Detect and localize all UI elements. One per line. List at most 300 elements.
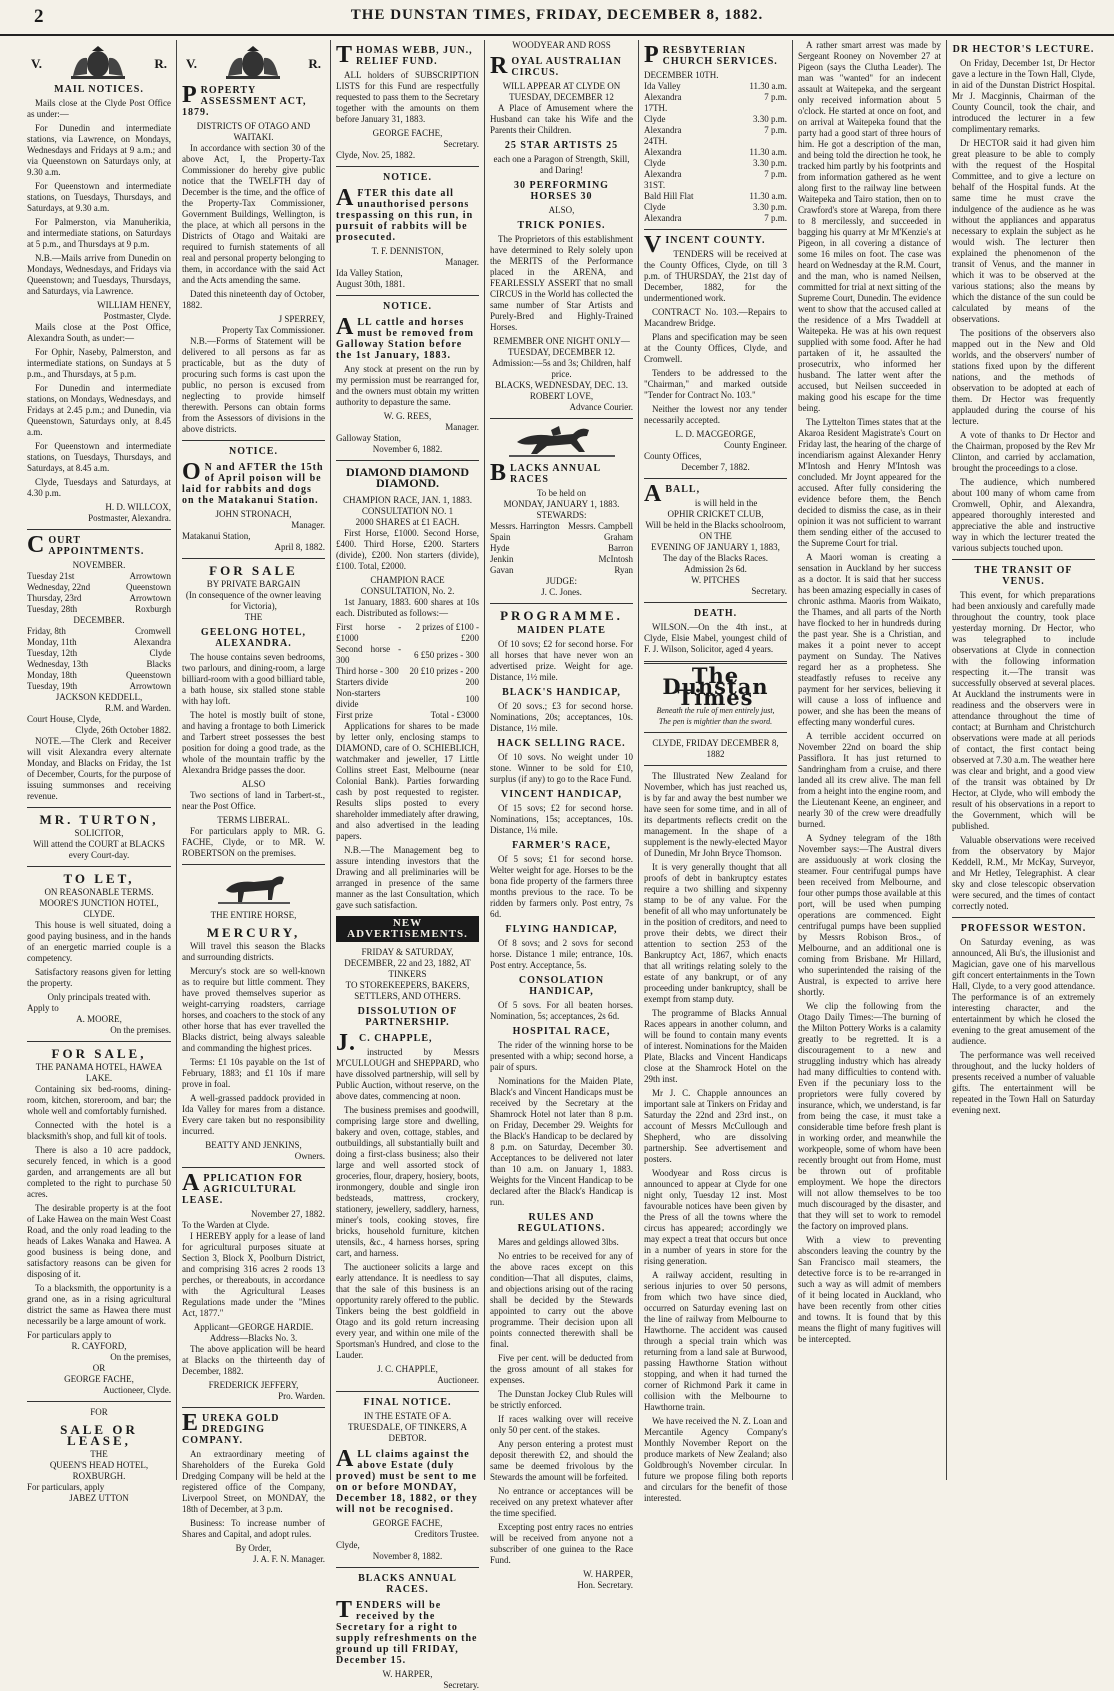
judge-heading: JUDGE: xyxy=(546,576,577,586)
court-row-cell: Thursday, 23rd xyxy=(27,593,82,603)
lease-signature: JABEZ UTTON xyxy=(69,1493,129,1503)
prize-row-cell: 200 xyxy=(465,677,479,687)
diamond-prize-table xyxy=(336,622,479,721)
twf-signature-title: Secretary. xyxy=(443,139,479,149)
court-month-nov: NOVEMBER. xyxy=(72,560,126,570)
prize-row-cell: Second horse - 300 xyxy=(336,644,402,665)
final-notice-heading: FINAL NOTICE. xyxy=(363,1397,452,1408)
death-heading: DEATH. xyxy=(693,608,738,619)
tinkers-to: TO STOREKEEPERS, BAKERS, SETTLERS, AND OTHERS. xyxy=(345,980,470,1001)
stewards-table xyxy=(490,521,633,576)
horse-p2: Mercury's stock are so well-known as to require but little comment. They have proved themselves superior as weight-carrying roadsters, carriage horses, and coachers to the stock of any other horse that has ever travelled the Blacks district, being always saleable and commanding the highest prices. xyxy=(182,966,325,1053)
service-row xyxy=(644,169,787,180)
service-row xyxy=(644,70,787,81)
tolet-place: CLYDE. xyxy=(83,909,115,919)
tolet-p2: Satisfactory reasons given for letting the property. xyxy=(27,967,171,988)
transit-p1: This event, for which preparations had been anxiously and carefully made throughout the country, took place yesterday morning. Dr Hector, who was telegraphed to include observations at Clyde in connection with the following information respecting it.—The transit was successfully observed at several places. At Auckland the instruments were in readiness and the observers were in attendance throughout the time of contact; at Burnham and Christchurch observations were made at all periods of contact, the first contact being observed at 7.30 a.m. The weather here was clear and bright, and a good view of the transit was obtained by Dr Hector, at Clyde, who will embody the result of his observations in a report to the Government, which will be published. xyxy=(952,590,1095,831)
court-row-cell: Arrowtown xyxy=(129,571,171,581)
alex-signature: H. D. WILLCOX, xyxy=(105,502,171,512)
vincent-p5: Neither the lowest nor any tender necessarily accepted. xyxy=(644,404,787,425)
turton-text-2: every Court-day. xyxy=(68,850,130,860)
steward-row xyxy=(490,554,633,565)
estate-date: November 8, 1882. xyxy=(372,1551,443,1561)
service-row xyxy=(644,191,787,202)
sale-p2: Connected with the hotel is a blacksmith's shop, and full kit of tools. xyxy=(27,1120,171,1141)
prize-row xyxy=(336,710,479,721)
masthead xyxy=(0,0,1114,36)
circus-blacks: BLACKS, WEDNESDAY, DEC. 13. xyxy=(494,380,629,390)
weston-heading: PROFESSOR WESTON. xyxy=(960,923,1087,934)
horse-p3: Terms: £1 10s payable on the 1st of February, 1883; and £1 10s if mare prove in foal. xyxy=(182,1057,325,1089)
paper-motto-1: Beneath the rule of men entirely just, xyxy=(656,706,775,715)
service-row-cell: 31ST. xyxy=(644,180,666,190)
steward-row xyxy=(490,543,633,554)
circus-p4: The Proprietors of this establishment have determined to Rely solely upon the MERITS of the Performance placed in the ARENA, and FEARLESSLY ASSERT that no small CIRCUS in the World has collected the same number of Star Artists and Purely-Bred and Highly-Trained Horses. xyxy=(490,234,633,332)
race4-heading: VINCENT HANDICAP, xyxy=(501,789,622,800)
circus-remember: REMEMBER ONE NIGHT ONLY—TUESDAY, DECEMBER 12. xyxy=(493,336,630,357)
notice2-date: November 6, 1882. xyxy=(372,444,443,454)
rules-p7: No entrance or acceptances will be received on any pretext whatever after the time specified. xyxy=(490,1486,633,1518)
ball-p1: is will held in the xyxy=(694,498,758,508)
divider xyxy=(182,864,325,865)
race7-heading: CONSOLATION HANDICAP, xyxy=(518,975,605,997)
editorial-p4: Mr J. C. Chapple announces an important sale at Tinkers on Friday and Saturday the 22nd and 23rd inst., on account of Messrs McCullough and Shepherd, who are dissolving partnership. See advertisement and posters. xyxy=(644,1088,787,1164)
rules-p2: No entries to be received for any of the above races except on this condition—That all disputes, claims, and objections arising out of the racing shall be decided by the Stewards appointed to carry out the above programme. Their decision upon all points connected therewith shall be final. xyxy=(490,1251,633,1349)
racehorse-icon xyxy=(507,424,617,458)
editorial-p6: A railway accident, resulting in serious injuries to over 50 persons, from which two have since died, occurred on Saturday evening last on the line of railway from Melbourne to Hawthorne. The accident was caused through a special train which was returning from a land sale at Burwood, passing Hawthorne Station without stopping, and when it had turned the corner of Richmond Park it came in collision with the Melbourne to Hawthorne train. xyxy=(644,1270,787,1412)
notice-date: April 8, 1882. xyxy=(274,542,325,552)
news-p6: We clip the following from the Otago Daily Times:—The burning of the Milton Pottery Works is a calamity greatly to be regretted. It is a discouragement to a new and struggling industry which has already had many difficulties to contend with. Even if the pecuniary loss to the proprietors were fully covered by insurance, which, we understand, is far from being the case, it must take a considerable time before fresh plant is in working order, and meanwhile the workpeople, some of whom have been recently brought out from Home, must be thrown out of profitable employment. We hope the directors will not allow themselves to be too much discouraged by the disaster, and that they will set to work to remodel the factory on improved plans. xyxy=(798,1001,941,1231)
horse-p4: A well-grassed paddock provided in Ida Valley for mares from a distance. Every care taken but no responsibility incurred. xyxy=(182,1093,325,1136)
court-row xyxy=(27,670,171,681)
court-table-dec xyxy=(27,626,171,692)
forsale-p2: The hotel is mostly built of stone, and having a frontage to both Limerick and Tarbert street possesses the best position for doing a good trade, as the whole of the mountain traffic by the Alexandra Bridge passes the door. xyxy=(182,710,325,775)
property-p1: In accordance with section 30 of the above Act, I, the Property-Tax Commissioner do hereby give public notice that the TWELFTH day of December is the time, and the office of the Property-Tax Commissioner, Government Buildings, Wellington, is the place, at which all persons in the Districts of Otago and Waitaki are required to furnish statements of all real and personal property belonging to them, in accordance with the said Act and the Acts amending the same. xyxy=(182,143,325,285)
service-row-cell: Alexandra xyxy=(644,147,682,157)
lease-name: QUEEN'S HEAD HOTEL, ROXBURGH. xyxy=(49,1460,149,1481)
lease-for: FOR xyxy=(90,1407,108,1417)
chapple-p1: instructed by Messrs M'CULLOUGH and SHEPPARD, who have dissolved partnership, will sell by Public Auction, without reserve, on the above dates, commencing at noon. xyxy=(336,1047,479,1101)
ball-on: ON THE xyxy=(699,531,732,541)
race8-text: The rider of the winning horse to be presented with a whip; second horse, a pair of spurs. xyxy=(490,1040,633,1072)
prize-row xyxy=(336,677,479,688)
steward-row-cell: Jenkin xyxy=(490,554,514,564)
vincent-date: December 7, 1882. xyxy=(681,462,750,472)
mail-signature: WILLIAM HENEY, xyxy=(97,300,171,310)
steward-row-cell: Spain xyxy=(490,532,511,542)
court-row xyxy=(27,659,171,670)
divider xyxy=(27,1401,171,1402)
mail-p3: For Queenstown and intermediate stations, on Tuesdays, Thursdays, and Saturdays, at 9.30 a.m. xyxy=(27,181,171,213)
ag-applicant: Applicant—GEORGE HARDIE. xyxy=(193,1322,314,1332)
horse-icon xyxy=(214,870,294,906)
tolet-signature: A. MOORE, xyxy=(76,1014,122,1024)
race4-text: Of 15 sovs; £2 for second horse. Nominations, 15s; acceptances, 10s. Distance, 1¼ mile. xyxy=(490,803,633,835)
chapple-p3: The auctioneer solicits a large and early attendance. It is needless to say that the sale of this business is an opportunity rarely offered to the public. Tinkers being the best goldfield in Otago and its gold return increasing every year, and within one mile of the Sportsman's Hundred, and close to the Lauder. xyxy=(336,1262,479,1360)
column-6 xyxy=(792,40,946,1480)
sale-p6: For particulars apply to xyxy=(27,1330,112,1340)
notice1-heading: NOTICE. xyxy=(383,172,432,183)
ball-admission: Admission 2s 6d. xyxy=(684,564,747,574)
prize-row-cell: First prize xyxy=(336,710,373,720)
service-row-cell: 11.30 a.m. xyxy=(749,81,787,91)
judge-name: J. C. Jones. xyxy=(541,587,582,597)
diamond-sub2: CHAMPION RACE CONSULTATION, No. 2. xyxy=(360,575,455,596)
editorial-p5: Woodyear and Ross circus is announced to appear at Clyde for one night only, Tuesday 12 inst. Most favourable notices have been given by the Press of all the towns where the circus has appeared; accordingly we may expect a treat that occurs but once in a number of years in store for the rising generation. xyxy=(644,1168,787,1266)
prize-row-cell: 6 £50 prizes - 300 xyxy=(414,649,479,660)
divider xyxy=(644,229,787,230)
sale-signature-2: On the premises, xyxy=(110,1352,171,1362)
sale-p3: There is also a 10 acre paddock, securely fenced, in which is a good garden, and arrangements are all but completed to the right to purchase 50 acres. xyxy=(27,1145,171,1199)
diamond-nb: N.B.—The Management beg to assure intending investors that the Drawing and all preliminaries will be arranged in presence of the same manner as the last Consultation, which gave such satisfaction. xyxy=(336,845,479,910)
page-title: THE DUNSTAN TIMES, FRIDAY, DECEMBER 8, 1882. xyxy=(350,7,764,23)
paper-motto-2: The pen is mightier than the sword. xyxy=(658,717,773,726)
lecture-p4: A vote of thanks to Dr Hector and the Chairman, proposed by the Rev Mr Clinton, and carried by acclamation, brought the proceedings to a close. xyxy=(952,430,1095,473)
court-row-cell: Wednesday, 13th xyxy=(27,659,89,669)
divider xyxy=(336,460,479,461)
tolet-apply: Apply to xyxy=(27,1003,59,1013)
editorial-p7: We have received the N. Z. Loan and Mercantile Agency Company's Monthly November Report on the produce markets of New Zealand; also Goldbrough's November circular. In future we propose filing both reports and circulars for the benefit of those interested. xyxy=(644,1416,787,1503)
service-row xyxy=(644,125,787,136)
diamond-p3: Applications for shares to be made by letter only, enclosing stamps to DIAMOND, care of O. SCHIEBLICH, watchmaker and jeweller, 17 Little Collins street East, Melbourne (near Colonial Bank). Parties forwarding cash by post requested to register. Results slips posted to every shareholder immediately after drawing, and also advertised in the leading papers. xyxy=(336,721,479,841)
court-row-cell: Tuesday 21st xyxy=(27,571,75,581)
news-p7: With a view to preventing absconders leaving the country by the San Francisco mail steamers, the detective force is to be re-arranged in such a way as will admit of members of it being located in Auckland, who have been recently from other cities and towns. It is found that by this means the flight of many fugitives will be intercepted. xyxy=(798,1235,941,1344)
news-p5: A Sydney telegram of the 18th November says:—The Austral divers are assiduously at work closing the steamer. Four centrifugal pumps have been received from Melbourne, and four other pumps those available at this port, will be used when pumping operations are commenced. Eight centrifugal pumps have been supplied by Messrs Robison Bros., of Melbourne, and an additional one is coming from Brisbane. Mr Hillard, who superintended the raising of the Austral, is expected to arrive here shortly. xyxy=(798,833,941,997)
vincent-p4: Tenders to be addressed to the "Chairman," and marked outside "Tender for Contract No. 103." xyxy=(644,368,787,400)
notice2-heading: NOTICE. xyxy=(383,301,432,312)
service-row-cell: 7 p.m. xyxy=(764,125,787,135)
service-row-cell: 11.30 a.m. xyxy=(749,147,787,157)
court-row-cell: Tuesday, 12th xyxy=(27,648,78,658)
lecture-heading: DR HECTOR'S LECTURE. xyxy=(952,44,1095,55)
turton-sub: SOLICITOR, xyxy=(74,828,124,838)
prize-row-cell: 100 xyxy=(465,693,479,704)
circus-ponies: TRICK PONIES. xyxy=(517,220,606,231)
notice2-p2: Any stock at present on the run by my permission must be rearranged for, and the owners must obtain my written authority to depasture the same. xyxy=(336,364,479,407)
divider xyxy=(952,559,1095,560)
forsale-sub: BY PRIVATE BARGAIN xyxy=(206,579,301,589)
races-p2: Nominations for the Maiden Plate, Black's and Vincent Handicaps must be received by the Secretary at the Shamrock Hotel not later than 8 p.m. on Friday, December 29. Weights for the Black's Handicap to be declared by 8 p.m. on Saturday, December 30. Acceptances to be delivered not later than 10 a.m. on January 1, 1883. Weights for the Vincent Handicap to be declared after the Black's Handicap is run. xyxy=(490,1076,633,1207)
column-1 xyxy=(22,40,176,1503)
prize-row-cell: Starters divide xyxy=(336,677,389,687)
forsale-terms: TERMS LIBERAL. xyxy=(217,815,290,825)
notice2-place: Galloway Station, xyxy=(336,433,401,443)
notice1-place: Ida Valley Station, xyxy=(336,268,403,278)
diamond-heading: DIAMOND DIAMOND DIAMOND. xyxy=(346,465,469,490)
race3-heading: HACK SELLING RACE. xyxy=(497,738,626,749)
notice2-signature: W. G. REES, xyxy=(383,411,432,421)
service-row-cell: 3.30 p.m. xyxy=(752,202,787,212)
divider xyxy=(27,529,171,530)
twf-date: Clyde, Nov. 25, 1882. xyxy=(336,150,416,160)
divider xyxy=(336,1391,479,1392)
new-advertisements-banner: NEW ADVERTISEMENTS. xyxy=(336,916,479,942)
tolet-p3: Only principals treated with. xyxy=(47,992,151,1002)
court-row-cell: Monday, 11th xyxy=(27,637,77,647)
forsale-p1: The house contains seven bedrooms, two parlours, and dining-room, a large billiard-room with a good billiard table, a bath house, six stalled stone stable with hay loft. xyxy=(182,652,325,706)
service-row xyxy=(644,136,787,147)
circus-heading: ROYAL AUSTRALIAN CIRCUS. xyxy=(490,53,622,79)
service-row-cell xyxy=(739,180,787,191)
steward-row xyxy=(490,565,633,576)
rules-p4: The Dunstan Jockey Club Rules will be strictly enforced. xyxy=(490,1389,633,1410)
rules-p8: Excepting post entry races no entries will be received from anyone not a subscriber of one guinea to the Race Fund. xyxy=(490,1522,633,1565)
divider xyxy=(27,807,171,808)
service-row-cell: 17TH. xyxy=(644,103,668,113)
sale-signature-4: Auctioneer, Clyde. xyxy=(103,1385,171,1395)
circus-also: ALSO, xyxy=(548,205,575,215)
sale-signature-1: R. CAYFORD, xyxy=(71,1341,127,1351)
vincent-p1: TENDERS will be received at the County Offices, Clyde, on till 3 p.m. of THURSDAY, the 21st day of December, 1882, for the undermentioned work. xyxy=(644,249,787,303)
court-row xyxy=(27,637,171,648)
ball-date: EVENING OF JANUARY 1, 1883, xyxy=(651,542,780,552)
race2-text: Of 20 sovs.; £3 for second horse. Nominations, 20s; acceptances, 10s. Distance, 1½ mile. xyxy=(490,701,633,733)
ball-signature: W. PITCHES xyxy=(691,575,740,585)
service-row xyxy=(644,81,787,92)
service-row-cell: 3.30 p.m. xyxy=(752,114,787,124)
circus-admission: Admission:—5s and 3s; Children, half price. xyxy=(492,358,631,379)
death-text: WILSON.—On the 4th inst., at Clyde, Elsie Mabel, youngest child of F. J. Wilson, Solicitor, aged 4 years. xyxy=(644,622,787,654)
eureka-signature: By Order, xyxy=(235,1543,272,1553)
forsale-p3: Two sections of land in Tarbert-st., near the Post Office. xyxy=(182,790,325,811)
alex-p4: For Queenstown and intermediate stations, on Tuesdays, Thursdays, and Saturdays, at 8.45 a.m. xyxy=(27,441,171,473)
service-row-cell: 3.30 p.m. xyxy=(752,158,787,168)
court-row-cell: Roxburgh xyxy=(135,604,171,614)
court-row-cell: Wednesday, 22nd xyxy=(27,582,91,592)
service-row-cell: Bald Hill Flat xyxy=(644,191,694,201)
estate-heading: IN THE ESTATE OF A. TRUESDALE, OF TINKERS, A DEBTOR. xyxy=(347,1411,468,1443)
forsale-also: ALSO xyxy=(241,779,266,789)
eureka-signature-title: J. A. F. N. Manager. xyxy=(252,1554,325,1564)
race5-heading: FARMER'S RACE, xyxy=(512,840,611,851)
lease-heading: SALE OR LEASE, xyxy=(60,1422,138,1448)
court-row-cell: Tuesday, 28th xyxy=(27,604,78,614)
turton-heading: MR. TURTON, xyxy=(39,812,159,827)
vincent-signature-title: County Engineer. xyxy=(724,440,787,450)
service-row-cell: 24TH. xyxy=(644,136,668,146)
notice-signature: JOHN STRONACH, xyxy=(215,509,292,519)
notice-heading: NOTICE. xyxy=(229,446,278,457)
service-row-cell: 7 p.m. xyxy=(764,213,787,223)
forsale-sub2: (In consequence of the owner leaving for Victoria), xyxy=(185,590,322,611)
ag-date: November 27, 1882. xyxy=(251,1209,325,1219)
turton-text: Will attend the COURT at BLACKS xyxy=(33,839,165,849)
editorial-p1: The Illustrated New Zealand for November, which has just reached us, is by far and away the best number we have seen for some time, and in all of its departments reflects credit on the management. In the shape of a supplement is the newly-elected Mayor of Dunedin, Mr John Bryce Thomson. xyxy=(644,771,787,858)
circus-horses: 30 PERFORMING HORSES 30 xyxy=(514,180,609,202)
stewards-heading: STEWARDS: xyxy=(536,510,587,520)
vincent-p3: Plans and specification may be seen at the County Offices, Clyde, and Cromwell. xyxy=(644,332,787,364)
race3-text: Of 10 sovs. No weight under 10 stone. Winner to be sold for £10, surplus (if any) to go to the Race Fund. xyxy=(490,752,633,784)
divider xyxy=(336,166,479,167)
court-row xyxy=(27,626,171,637)
mail-p2: For Dunedin and intermediate stations, via Lawrence, on Mondays, Wednesdays and Fridays at 9 a.m.; and via Queenstown on Saturdays only, at 9.30 a.m. xyxy=(27,123,171,177)
news-p1: A rather smart arrest was made by Sergeant Rooney on November 27 at Pigeon (says the Clutha Leader). The man was "wanted" for an indecent assault at Waitepeka, and the sergeant only received information about 5 o'clock. He started at once on foot, and on arrival at Waitepeka found that the party had a good start of three hours of him. He got a description of the man, and being told the direction he took, he tracked him partly by his footprints and from information gathered as he went along first to the railway line between Waitepeka and Tairo station, then on to Crawford's store at Warepa, from there to 8 mercilessly, and succeeded in bagging his quarry at Mr M'Kenzie's at Pigeon, in all covering a distance of some 16 miles on foot. The case was heard on Wednesday at the R.M. Court, and the man, who is named Neilsen, committed for trial at next sitting of the Supreme Court, Dunedin. The evidence went to show that the accused called at the residence of a Mrs Twaddell at Waitepeka. He was at his own request supplied with some food. After he had partaken of it, he assaulted the prosecutrix, who informed her husband. The latter went after the accused, but Neilsen succeeded in making good his escape for the time being. xyxy=(798,40,941,413)
ag-signature: FREDERICK JEFFERY, xyxy=(208,1380,299,1390)
sale-heading: FOR SALE, xyxy=(51,1046,147,1061)
divider xyxy=(644,765,787,766)
mail-p4: For Palmerston, via Manuherikia, and intermediate stations, on Saturdays at 5 p.m., and Thursdays at 9 p.m. xyxy=(27,217,171,249)
notice-place: Matakanui Station, xyxy=(182,531,251,541)
weston-p1: On Saturday evening, as was announced, Ali Bu's, the illusionist and Magician, gave one of his marvellous gift concert entertainments in the Town Hall, Clyde, to a very good attendance. The performance is of an extremely interesting character, and the entertainment by which he closed the evening to the great amusement of the audience. xyxy=(952,937,1095,1046)
court-row-cell: Queenstown xyxy=(126,582,171,592)
column-7 xyxy=(946,40,1100,1480)
horse-signature-title: Owners. xyxy=(294,1151,325,1161)
court-row-cell: Tuesday, 19th xyxy=(27,681,78,691)
estate-place: Clyde, xyxy=(336,1540,360,1550)
service-row-cell: Alexandra xyxy=(644,213,682,223)
notice1-date: August 30th, 1881. xyxy=(336,279,406,289)
circus-p1: WILL APPEAR AT CLYDE ON TUESDAY, DECEMBER 12 xyxy=(502,81,621,102)
steward-row-cell: Messrs. Harrington xyxy=(490,521,560,531)
court-row-cell: Alexandra xyxy=(133,637,171,647)
court-signature-title: R.M. and Warden. xyxy=(105,703,171,713)
horse-the: THE ENTIRE HORSE, xyxy=(210,910,297,920)
court-row-cell: Arrowtown xyxy=(129,593,171,603)
divider xyxy=(644,478,787,479)
ball-name: OPHIR CRICKET CLUB, xyxy=(667,509,764,519)
court-row-cell: Clyde xyxy=(149,648,171,658)
ball-p2: Will be held in the Blacks schoolroom, xyxy=(645,520,786,530)
divider xyxy=(182,1167,325,1168)
forsale-name: GEELONG HOTEL, ALEXANDRA. xyxy=(200,627,307,649)
column-3 xyxy=(330,40,484,1690)
service-row xyxy=(644,103,787,114)
paper-dateline: CLYDE, FRIDAY DECEMBER 8, 1882 xyxy=(652,738,779,759)
diamond-sub: CHAMPION RACE, JAN. 1, 1883. CONSULTATION NO. 1 xyxy=(342,495,472,516)
circus-signature: ROBERT LOVE, xyxy=(529,391,594,401)
steward-row-cell: Ryan xyxy=(614,565,633,575)
service-row-cell: Clyde xyxy=(644,202,666,212)
divider xyxy=(336,295,479,296)
rules-signature: W. HARPER, xyxy=(583,1569,633,1579)
news-p3: A Maori woman is creating a sensation in Auckland by her success as a doctor. It is said that her success has been amazing especially in cases of chronic asthma. Maoris from Waikato, the Thames, and all parts of the North have flocked to her in hundreds during the past year. She is a Christian, and makes it a point never to accept payment on Sunday. The Natives regard her as a prophetess. She steadfastly refuses to receive any payment for her services, believing it will cause a loss of influence and power, and she has been the means of effecting many wonderful cures. xyxy=(798,552,941,727)
racehorse-engraving xyxy=(490,424,633,458)
crest-letter-r: R. xyxy=(154,55,167,71)
rules-p5: If races walking over will receive only 50 per cent. of the stakes. xyxy=(490,1414,633,1435)
steward-row xyxy=(490,532,633,543)
divider xyxy=(182,1407,325,1408)
property-signature-title: Property Tax Commissioner. xyxy=(222,325,325,335)
circus-p2: A Place of Amusement where the Husband can take his Wife and the Parents their Children. xyxy=(490,103,633,135)
rules-p1: Mares and geldings allowed 3lbs. xyxy=(498,1237,619,1247)
court-row-cell: Cromwell xyxy=(135,626,171,636)
court-row xyxy=(27,571,171,582)
tolet-signature-2: On the premises. xyxy=(110,1025,171,1035)
bar-text: TENDERS will be received by the Secretary for a right to supply refreshments on the ground up till FRIDAY, December 15. xyxy=(336,1597,478,1666)
bar-signature-title: Secretary. xyxy=(443,1680,479,1690)
property-p2: Dated this nineteenth day of October, 1882. xyxy=(182,289,325,310)
forsale-p4: For particulars apply to MR. G. FACHE, Clyde, or to MR. W. ROBERTSON on the premises. xyxy=(182,826,325,858)
service-row-cell: Alexandra xyxy=(644,169,682,179)
service-row xyxy=(644,92,787,103)
crest-letter-v: V. xyxy=(31,55,42,71)
lease-apply: For particulars, apply xyxy=(27,1482,105,1492)
transit-p2: Valuable observations were received from the observatory by Major Keddell, R.M., Mr McKay, Surveyor, and Mr Hetley, Telegraphist. A clear sky and close telescopic observation were secured, and the times of contact correctly noted. xyxy=(952,835,1095,911)
service-row-cell: 7 p.m. xyxy=(764,169,787,179)
court-note: NOTE.—The Clerk and Receiver will visit Alexandra every alternate Monday, and Blacks on Friday, the 1st of December, Courts, for the purpose of issuing summonses and receiving revenue. xyxy=(27,736,171,801)
service-row-cell xyxy=(739,136,787,147)
lecture-p3: The positions of the observers also mapped out in the New and Old worlds, and the observers' number of stations fixed upon by the different nations, and the methods of observation to be adopted at each of them. Dr Hector was frequently applauded during the course of his lecture. xyxy=(952,328,1095,426)
divider xyxy=(27,1041,171,1042)
court-row-cell: Arrowtown xyxy=(129,681,171,691)
rules-signature-title: Hon. Secretary. xyxy=(577,1580,633,1590)
property-signature: J SPERREY, xyxy=(278,314,325,324)
church-table xyxy=(644,70,787,224)
chapple-signature: J. C. CHAPPLE, xyxy=(377,1364,438,1374)
steward-row-cell: Hyde xyxy=(490,543,510,553)
circus-p3: each one a Paragon of Strength, Skill, and Daring! xyxy=(493,154,630,175)
twf-heading: THOMAS WEBB, JUN., RELIEF FUND. xyxy=(336,42,473,68)
race1-text: Of 10 sovs; £2 for second horse. For all horses that have never won an advertised prize. Weight for age. Distance, 1½ mile. xyxy=(490,639,633,682)
page-number: 2 xyxy=(34,6,44,27)
service-row-cell: Clyde xyxy=(644,158,666,168)
service-row-cell: Alexandra xyxy=(644,125,682,135)
race2-heading: BLACK'S HANDICAP, xyxy=(502,687,621,698)
tolet-sub: ON REASONABLE TERMS. xyxy=(44,887,154,897)
court-place: Court House, Clyde, xyxy=(27,714,101,724)
forsale-heading: FOR SALE xyxy=(209,563,298,578)
twf-signature: GEORGE FACHE, xyxy=(372,128,443,138)
court-date: Clyde, 26th October 1882. xyxy=(75,725,171,735)
eureka-p1: An extraordinary meeting of Shareholders of the Eureka Gold Dredging Company will be held at the registered office of the Company, Liverpool Street, on MONDAY, the 18th of December, at 3 p.m. xyxy=(182,1449,325,1514)
notice-text: ON and AFTER the 15th of April poison will be laid for rabbits and dogs on the Matakanui Station. xyxy=(182,459,324,506)
tolet-p1: This house is well situated, doing a good paying business, and in the hands of an energetic married couple is a competency. xyxy=(27,920,171,963)
service-row-cell xyxy=(739,103,787,114)
ball-heading: ABALL, xyxy=(644,481,701,507)
alex-p1: Mails close at the Post Office, Alexandra South, as under:— xyxy=(27,322,171,343)
eureka-p2: Business: To increase number of Shares and Capital, and adopt rules. xyxy=(182,1518,325,1539)
sale-p5: To a blacksmith, the opportunity is a grand one, as in a rising agricultural district the same as Hawea there must necessarily be a large amount of work. xyxy=(27,1283,171,1326)
horse-engraving xyxy=(182,870,325,906)
notice2-signature-title: Manager. xyxy=(445,422,479,432)
steward-row-cell: McIntosh xyxy=(598,554,633,564)
church-heading: PRESBYTERIAN CHURCH SERVICES. xyxy=(644,42,778,68)
divider xyxy=(644,732,787,733)
property-sub: DISTRICTS OF OTAGO AND WAITAKI. xyxy=(196,121,311,142)
divider xyxy=(952,917,1095,918)
service-row-cell: Clyde xyxy=(644,114,666,124)
lecture-p1: On Friday, December 1st, Dr Hector gave a lecture in the Town Hall, Clyde, in aid of the Dunstan District Hospital. Mr J. Macginnis, Chairman of the County Council, took the chair, and introduced the lecturer in a few complimentary remarks. xyxy=(952,58,1095,134)
column-2 xyxy=(176,40,330,1564)
tolet-heading: TO LET, xyxy=(63,871,135,886)
service-row-cell: Ida Valley xyxy=(644,81,681,91)
alex-p3: For Dunedin and intermediate stations, on Mondays, Wednesdays, and Fridays at 2.45 p.m.; and Dunedin, via Queenstown, Saturdays only, at 8.45 a.m. xyxy=(27,383,171,437)
court-row xyxy=(27,604,171,615)
lease-the: THE xyxy=(90,1449,108,1459)
royal-crest xyxy=(31,46,167,80)
property-heading: PROPERTY ASSESSMENT ACT, 1879. xyxy=(182,82,307,118)
service-row xyxy=(644,147,787,158)
divider xyxy=(182,558,325,559)
divider xyxy=(27,866,171,867)
divider xyxy=(490,603,633,604)
rules-p3: Five per cent. will be deducted from the gross amount of all stakes for expenses. xyxy=(490,1353,633,1385)
column-4 xyxy=(484,40,638,1590)
service-row xyxy=(644,202,787,213)
notice-signature-title: Manager. xyxy=(291,520,325,530)
prize-row xyxy=(336,622,479,644)
vincent-heading: VINCENT COUNTY. xyxy=(644,232,766,258)
circus-signature-title: Advance Courier. xyxy=(569,402,633,412)
royal-crest xyxy=(186,46,321,80)
notice1-signature: T. F. DENNISTON, xyxy=(371,246,444,256)
court-row xyxy=(27,593,171,604)
race6-text: Of 8 sovs; and 2 sovs for second horse. Distance 1 mile; entrance, 10s. Post entry. Acceptance, 5s. xyxy=(490,938,633,970)
court-month-dec: DECEMBER. xyxy=(73,615,125,625)
race7-text: Of 5 sovs. For all beaten horses. Nomination, 5s; acceptances, 2s 6d. xyxy=(490,1000,633,1021)
service-row-cell: 7 p.m. xyxy=(764,92,787,102)
tolet-name: MOORE'S JUNCTION HOTEL, xyxy=(39,898,159,908)
